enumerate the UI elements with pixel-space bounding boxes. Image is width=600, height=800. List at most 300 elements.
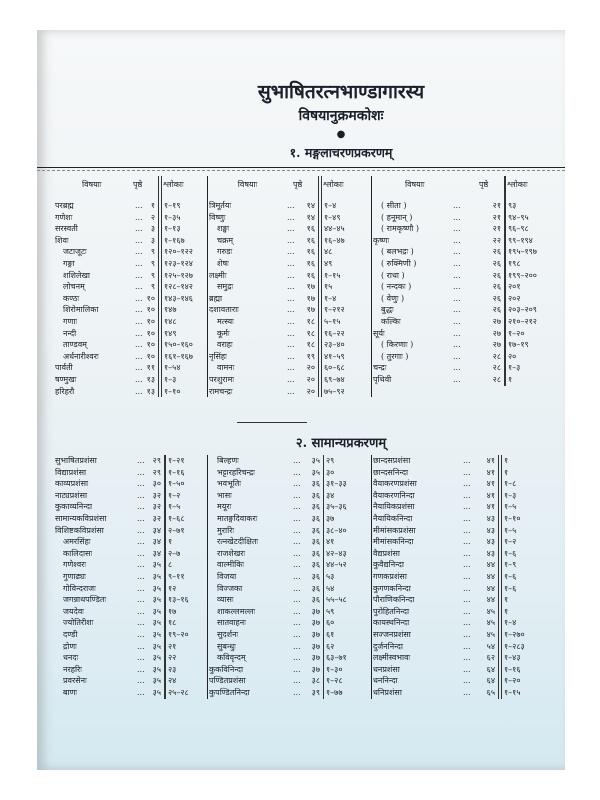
entry-page: २७ bbox=[492, 316, 501, 326]
entry-page: ३५ bbox=[152, 664, 161, 674]
entry-page: ३५ bbox=[152, 606, 161, 616]
entry-verses: २३–४० bbox=[324, 340, 345, 350]
entry-subject: गुणाढ्यः bbox=[63, 571, 86, 581]
index-entry bbox=[373, 687, 551, 699]
leader-dots: ... bbox=[463, 456, 471, 465]
leader-dots: ... bbox=[287, 340, 295, 350]
entry-verses: १८ bbox=[168, 618, 177, 628]
entry-subject: सुदर्शनः bbox=[217, 629, 239, 639]
leader-dots: ... bbox=[293, 595, 301, 605]
index-entry bbox=[209, 583, 369, 595]
column-header bbox=[373, 176, 551, 194]
entry-subject: धनदः bbox=[63, 653, 79, 663]
entry-page: ६४ bbox=[486, 664, 495, 674]
entry-subject: शिवः bbox=[55, 235, 69, 245]
entry-subject: विशिष्टकविप्रशंसा bbox=[55, 525, 104, 535]
entry-subject: कुकविनिन्दा bbox=[209, 664, 244, 674]
leader-dots: ... bbox=[137, 641, 145, 651]
leader-dots: ... bbox=[293, 456, 301, 465]
entry-page: ३२ bbox=[152, 502, 161, 512]
entry-subject: धननिन्दा bbox=[373, 676, 398, 686]
index-entry bbox=[209, 664, 369, 676]
leader-dots: ... bbox=[137, 502, 145, 512]
leader-dots: ... bbox=[137, 456, 145, 465]
entry-verses: १–१६७ bbox=[164, 235, 185, 245]
entry-page: ३० bbox=[152, 479, 161, 489]
entry-page: ९ bbox=[150, 270, 155, 280]
entry-verses: १४७ bbox=[164, 305, 177, 315]
entry-page: १३ bbox=[146, 374, 155, 384]
entry-page: ३६ bbox=[311, 571, 320, 581]
entry-page: ३८ bbox=[311, 676, 320, 686]
entry-page: ६२ bbox=[486, 653, 495, 663]
entry-verses: १६–४७ bbox=[324, 235, 345, 245]
entry-page: ४४ bbox=[486, 595, 495, 605]
entry-verses: १२३–१२४ bbox=[164, 258, 193, 268]
leader-dots: ... bbox=[293, 560, 301, 570]
leader-dots: ... bbox=[453, 293, 461, 303]
entry-page: ३४ bbox=[152, 537, 161, 547]
index-entry bbox=[209, 559, 369, 571]
leader-dots: ... bbox=[135, 247, 143, 257]
index-entry bbox=[373, 362, 551, 374]
entry-subject: सरस्वती bbox=[55, 224, 78, 234]
entry-page: २८ bbox=[492, 351, 501, 361]
index-entry bbox=[55, 467, 205, 479]
index-entry bbox=[209, 386, 369, 398]
header-subject: विषयाः bbox=[82, 180, 102, 189]
entry-page: ३ bbox=[150, 224, 155, 234]
column-header bbox=[55, 176, 205, 194]
leader-dots: ... bbox=[453, 212, 461, 222]
leader-dots: ... bbox=[135, 363, 143, 373]
entry-page: १४ bbox=[306, 201, 315, 210]
entry-subject: छान्दसप्रशंसा bbox=[373, 456, 411, 465]
entry-verses: ९९–१९४ bbox=[508, 235, 533, 245]
entry-page: २९ bbox=[152, 456, 161, 465]
entry-verses: १९५–१९७ bbox=[508, 247, 537, 257]
entry-subject: वामनः bbox=[217, 363, 235, 373]
leader-dots: ... bbox=[453, 340, 461, 350]
index-entry bbox=[373, 594, 551, 606]
entry-verses: १–१३ bbox=[164, 224, 181, 234]
entry-verses: ४८ bbox=[324, 247, 333, 257]
leader-dots: ... bbox=[463, 687, 471, 697]
entry-subject: सातवाहनः bbox=[217, 618, 246, 628]
entry-page: ३५ bbox=[152, 583, 161, 593]
index-entry bbox=[373, 478, 551, 490]
index-entry bbox=[209, 548, 369, 560]
entry-page: १० bbox=[146, 340, 155, 350]
entry-subject: कल्किः bbox=[381, 316, 401, 326]
leader-dots: ... bbox=[463, 467, 471, 477]
entry-verses: २०३–२०९ bbox=[508, 305, 537, 315]
index-entry bbox=[209, 606, 369, 618]
entry-verses: २० bbox=[508, 351, 517, 361]
entry-page: ४३ bbox=[486, 525, 495, 535]
entry-verses: १४९ bbox=[164, 328, 177, 338]
index-entry bbox=[55, 212, 205, 224]
entry-verses: १–२ bbox=[168, 490, 181, 500]
leader-dots: ... bbox=[463, 676, 471, 686]
index-entry bbox=[55, 490, 205, 502]
index-entry bbox=[55, 281, 205, 293]
entry-verses: ५५–५८ bbox=[326, 595, 347, 605]
index-entry bbox=[373, 258, 551, 270]
index-entry bbox=[55, 270, 205, 282]
index-entry bbox=[209, 513, 369, 525]
index-entry bbox=[373, 629, 551, 641]
index-column-2 bbox=[209, 455, 369, 698]
index-entry bbox=[55, 223, 205, 235]
index-entry bbox=[209, 675, 369, 687]
leader-dots: ... bbox=[293, 653, 301, 663]
header-subject: विषयाः bbox=[237, 180, 258, 189]
entry-page: २२ bbox=[492, 235, 501, 245]
index-entry bbox=[55, 478, 205, 490]
entry-verses: ४१ bbox=[326, 537, 335, 547]
entry-page: १६ bbox=[306, 224, 315, 234]
index-entry bbox=[373, 525, 551, 537]
index-entry bbox=[55, 594, 205, 606]
leader-dots: ... bbox=[463, 653, 471, 663]
entry-subject: विजया bbox=[217, 571, 237, 581]
entry-page: २८ bbox=[492, 374, 501, 384]
index-entry bbox=[55, 664, 205, 676]
entry-verses: १–१६ bbox=[504, 664, 521, 674]
leader-dots: ... bbox=[287, 374, 295, 384]
index-entry bbox=[373, 246, 551, 258]
entry-page: ९ bbox=[150, 258, 155, 268]
index-entry bbox=[373, 339, 551, 351]
index-entry bbox=[55, 328, 205, 340]
entry-verses: १–६ bbox=[504, 583, 517, 593]
index-entry bbox=[55, 652, 205, 664]
index-entry bbox=[209, 571, 369, 583]
index-entry bbox=[209, 478, 369, 490]
section1-heading: १. मङ्गलाचरणप्रकरणम् bbox=[289, 145, 393, 160]
entry-verses: १ bbox=[504, 467, 509, 477]
entry-page: ४४ bbox=[486, 571, 495, 581]
index-entry bbox=[373, 304, 551, 316]
entry-page: २६ bbox=[492, 270, 501, 280]
entry-subject: द्रोणः bbox=[63, 641, 77, 651]
entry-subject: लक्ष्मीः bbox=[209, 270, 227, 280]
entry-page: १८ bbox=[306, 316, 315, 326]
entry-subject: बाणः bbox=[63, 687, 78, 697]
entry-verses: १–६ bbox=[504, 548, 517, 558]
index-column-3 bbox=[373, 455, 551, 698]
leader-dots: ... bbox=[453, 374, 461, 384]
entry-subject: ( राधा ) bbox=[381, 270, 405, 280]
index-entry bbox=[55, 258, 205, 270]
entry-subject: दण्डी bbox=[63, 629, 78, 639]
entry-subject: वैयाकरणनिन्दा bbox=[373, 490, 415, 500]
entry-page: ३२ bbox=[152, 513, 161, 523]
index-entry bbox=[55, 455, 205, 467]
entry-subject: लक्ष्मीस्वभावः bbox=[373, 653, 411, 663]
index-entry bbox=[373, 223, 551, 235]
leader-dots: ... bbox=[135, 316, 143, 326]
index-entry bbox=[373, 571, 551, 583]
leader-dots: ... bbox=[293, 687, 301, 697]
entry-verses: १–३ bbox=[504, 490, 517, 500]
entry-page: ४३ bbox=[486, 537, 495, 547]
entry-verses: १–१० bbox=[164, 386, 181, 396]
leader-dots: ... bbox=[135, 328, 143, 338]
entry-page: १४ bbox=[306, 212, 315, 222]
entry-verses: १ bbox=[168, 537, 173, 547]
index-entry bbox=[373, 501, 551, 513]
entry-page: १६ bbox=[306, 270, 315, 280]
leader-dots: ... bbox=[287, 212, 295, 222]
entry-page: २६ bbox=[492, 282, 501, 292]
entry-verses: ९–११ bbox=[168, 571, 185, 581]
entry-verses: ६१ bbox=[326, 629, 335, 639]
index-entry bbox=[373, 270, 551, 282]
index-column-3 bbox=[373, 176, 551, 386]
column-divider bbox=[207, 455, 208, 699]
leader-dots: ... bbox=[287, 270, 295, 280]
book-page bbox=[37, 30, 565, 770]
entry-page: ९ bbox=[150, 282, 155, 292]
entry-verses: २१०–२१२ bbox=[508, 316, 537, 326]
leader-dots: ... bbox=[287, 351, 295, 361]
leader-dots: ... bbox=[293, 618, 301, 628]
entry-page: १६ bbox=[306, 247, 315, 257]
header-page: पृष्ठे bbox=[293, 180, 303, 189]
entry-page: १७ bbox=[306, 293, 315, 303]
entry-subject: रामचन्द्रः bbox=[209, 386, 233, 396]
entry-page: १० bbox=[146, 328, 155, 338]
index-entry bbox=[209, 594, 369, 606]
entry-subject: मीमांसकनिन्दा bbox=[373, 537, 414, 547]
entry-page: ६५ bbox=[486, 687, 495, 697]
index-column-1 bbox=[55, 455, 205, 698]
entry-subject: परशुरामः bbox=[209, 374, 234, 384]
leader-dots: ... bbox=[135, 235, 143, 245]
index-entry bbox=[55, 571, 205, 583]
entry-subject: सामान्यकविप्रशंसा bbox=[55, 513, 107, 523]
entry-verses: ४२–४३ bbox=[326, 548, 347, 558]
index-entry bbox=[55, 641, 205, 653]
entry-page: १६ bbox=[306, 258, 315, 268]
index-entry bbox=[373, 281, 551, 293]
entry-verses: १४३–१४६ bbox=[164, 293, 193, 303]
entry-verses: ६२ bbox=[326, 641, 335, 651]
entry-subject: ( नन्दकः ) bbox=[381, 282, 412, 292]
leader-dots: ... bbox=[453, 363, 461, 373]
entry-page: ३९ bbox=[311, 687, 320, 697]
index-entry bbox=[373, 675, 551, 687]
entry-verses: १२ bbox=[168, 583, 177, 593]
leader-dots: ... bbox=[453, 328, 461, 338]
index-entry bbox=[373, 293, 551, 305]
entry-verses: १९–२० bbox=[168, 629, 189, 639]
column-rule bbox=[501, 455, 502, 699]
leader-dots: ... bbox=[293, 571, 301, 581]
index-entry bbox=[373, 351, 551, 363]
entry-verses: १–५ bbox=[168, 502, 181, 512]
index-entry bbox=[373, 328, 551, 340]
entry-subject: वराहः bbox=[217, 340, 233, 350]
entry-subject: शङ्खः bbox=[217, 224, 230, 234]
entry-verses: १ bbox=[504, 606, 509, 616]
leader-dots: ... bbox=[293, 479, 301, 489]
entry-page: २६ bbox=[492, 247, 501, 257]
entry-page: १ bbox=[150, 201, 155, 210]
index-entry bbox=[209, 281, 369, 293]
entry-page: ४५ bbox=[486, 618, 495, 628]
index-entry bbox=[55, 583, 205, 595]
entry-verses: ५४ bbox=[326, 583, 335, 593]
leader-dots: ... bbox=[463, 641, 471, 651]
leader-dots: ... bbox=[287, 247, 295, 257]
entry-verses: ४४–५२ bbox=[326, 560, 347, 570]
entry-verses: ३४ bbox=[326, 490, 335, 500]
entry-subject: कुगणकनिन्दा bbox=[373, 583, 411, 593]
entry-page: १६ bbox=[306, 235, 315, 245]
leader-dots: ... bbox=[463, 618, 471, 628]
header-verses: श्लोकाः bbox=[323, 180, 344, 189]
entry-subject: विज्जका bbox=[217, 583, 243, 593]
index-entry bbox=[55, 386, 205, 398]
entry-subject: मुरारिः bbox=[217, 525, 235, 535]
entry-subject: गरुडः bbox=[217, 247, 233, 257]
leader-dots: ... bbox=[135, 340, 143, 350]
index-entry bbox=[373, 641, 551, 653]
entry-verses: १–२७० bbox=[504, 629, 525, 639]
entry-page: ३७ bbox=[311, 618, 320, 628]
leader-dots: ... bbox=[135, 386, 143, 396]
entry-verses: १३–१६ bbox=[168, 595, 189, 605]
index-entry bbox=[373, 664, 551, 676]
column-rule bbox=[323, 455, 324, 699]
entry-subject: वाल्मीकिः bbox=[217, 560, 244, 570]
index-entry bbox=[373, 559, 551, 571]
leader-dots: ... bbox=[293, 548, 301, 558]
column-rule bbox=[498, 455, 499, 699]
leader-dots: ... bbox=[137, 664, 145, 674]
column-rule bbox=[505, 176, 506, 386]
entry-verses: ४४–४५ bbox=[324, 224, 345, 234]
entry-subject: गोविन्दराजः bbox=[63, 583, 96, 593]
entry-subject: ( किरणाः ) bbox=[381, 340, 414, 350]
entry-verses: १ bbox=[504, 595, 509, 605]
leader-dots: ... bbox=[453, 258, 461, 268]
column-divider bbox=[371, 455, 372, 699]
entry-page: ४४ bbox=[486, 560, 495, 570]
entry-verses: १–४ bbox=[504, 618, 517, 628]
entry-page: ३५ bbox=[311, 467, 320, 477]
entry-verses: १–५४ bbox=[164, 363, 181, 373]
entry-verses: १५ bbox=[324, 282, 333, 292]
leader-dots: ... bbox=[293, 490, 301, 500]
entry-subject: धनप्रशंसा bbox=[373, 664, 400, 674]
leader-dots: ... bbox=[453, 270, 461, 280]
entry-verses: १–४ bbox=[324, 201, 337, 210]
leader-dots: ... bbox=[463, 571, 471, 581]
entry-page: २१ bbox=[492, 212, 501, 222]
entry-subject: नाट्यप्रशंसा bbox=[55, 490, 88, 500]
entry-subject: नैयायिकप्रशंसा bbox=[373, 502, 415, 512]
entry-subject: नरहरिः bbox=[63, 664, 82, 674]
entry-subject: चक्रम् bbox=[217, 235, 234, 245]
entry-subject: मत्स्यः bbox=[217, 316, 234, 326]
leader-dots: ... bbox=[137, 548, 145, 558]
section1-dashed-rule bbox=[37, 170, 565, 171]
leader-dots: ... bbox=[135, 351, 143, 361]
leader-dots: ... bbox=[137, 490, 145, 500]
leader-dots: ... bbox=[463, 629, 471, 639]
entry-subject: सुबन्धुः bbox=[217, 641, 236, 651]
entry-subject: बिल्हणः bbox=[217, 456, 239, 465]
entry-verses: २०२ bbox=[508, 293, 521, 303]
entry-page: २ bbox=[150, 212, 155, 222]
entry-page: २० bbox=[306, 386, 315, 396]
index-entry bbox=[373, 374, 551, 386]
entry-verses: ९४–९५ bbox=[508, 212, 529, 222]
entry-subject: षण्मुखः bbox=[55, 374, 77, 384]
entry-page: १७ bbox=[306, 305, 315, 315]
entry-verses: १–४३ bbox=[504, 653, 521, 663]
entry-subject: अर्धनारीश्वरः bbox=[63, 351, 99, 361]
leader-dots: ... bbox=[287, 235, 295, 245]
entry-verses: १–५ bbox=[504, 502, 517, 512]
entry-subject: कण्ठः bbox=[63, 293, 80, 303]
index-entry bbox=[373, 316, 551, 328]
entry-verses: ६० bbox=[326, 618, 335, 628]
index-entry bbox=[209, 455, 369, 467]
index-entry bbox=[373, 235, 551, 247]
entry-page: २८ bbox=[492, 363, 501, 373]
entry-verses: ३५–३६ bbox=[326, 502, 347, 512]
entry-page: ३६ bbox=[311, 513, 320, 523]
entry-page: १० bbox=[146, 316, 155, 326]
entry-subject: ( तुरगाः ) bbox=[381, 351, 409, 361]
leader-dots: ... bbox=[137, 571, 145, 581]
header-page: पृष्ठे bbox=[133, 180, 143, 189]
entry-subject: पार्वती bbox=[55, 363, 73, 373]
bullet-ornament: ● bbox=[336, 129, 346, 140]
index-entry bbox=[55, 536, 205, 548]
entry-page: २७ bbox=[492, 340, 501, 350]
entry-page: ३५ bbox=[152, 618, 161, 628]
entry-verses: ३१–३३ bbox=[326, 479, 347, 489]
entry-verses: ९३ bbox=[508, 201, 517, 210]
entry-verses: १–३५ bbox=[164, 212, 181, 222]
entry-verses: १–६ bbox=[504, 571, 517, 581]
leader-dots: ... bbox=[287, 258, 295, 268]
entry-subject: विष्णुः bbox=[209, 212, 226, 222]
leader-dots: ... bbox=[453, 201, 461, 210]
entry-subject: ( सीता ) bbox=[381, 201, 407, 210]
entry-page: ३२ bbox=[152, 490, 161, 500]
leader-dots: ... bbox=[287, 386, 295, 396]
entry-subject: छान्दसनिन्दा bbox=[373, 467, 409, 477]
leader-dots: ... bbox=[453, 235, 461, 245]
entry-subject: दशावताराः bbox=[209, 305, 239, 315]
index-entry bbox=[373, 467, 551, 479]
entry-subject: समुद्रः bbox=[217, 282, 234, 292]
index-column-2 bbox=[209, 176, 369, 397]
entry-page: ४१ bbox=[486, 467, 495, 477]
entry-page: ३५ bbox=[311, 456, 320, 465]
leader-dots: ... bbox=[453, 224, 461, 234]
leader-dots: ... bbox=[463, 664, 471, 674]
index-column-1 bbox=[55, 176, 205, 397]
entry-page: १९ bbox=[306, 351, 315, 361]
